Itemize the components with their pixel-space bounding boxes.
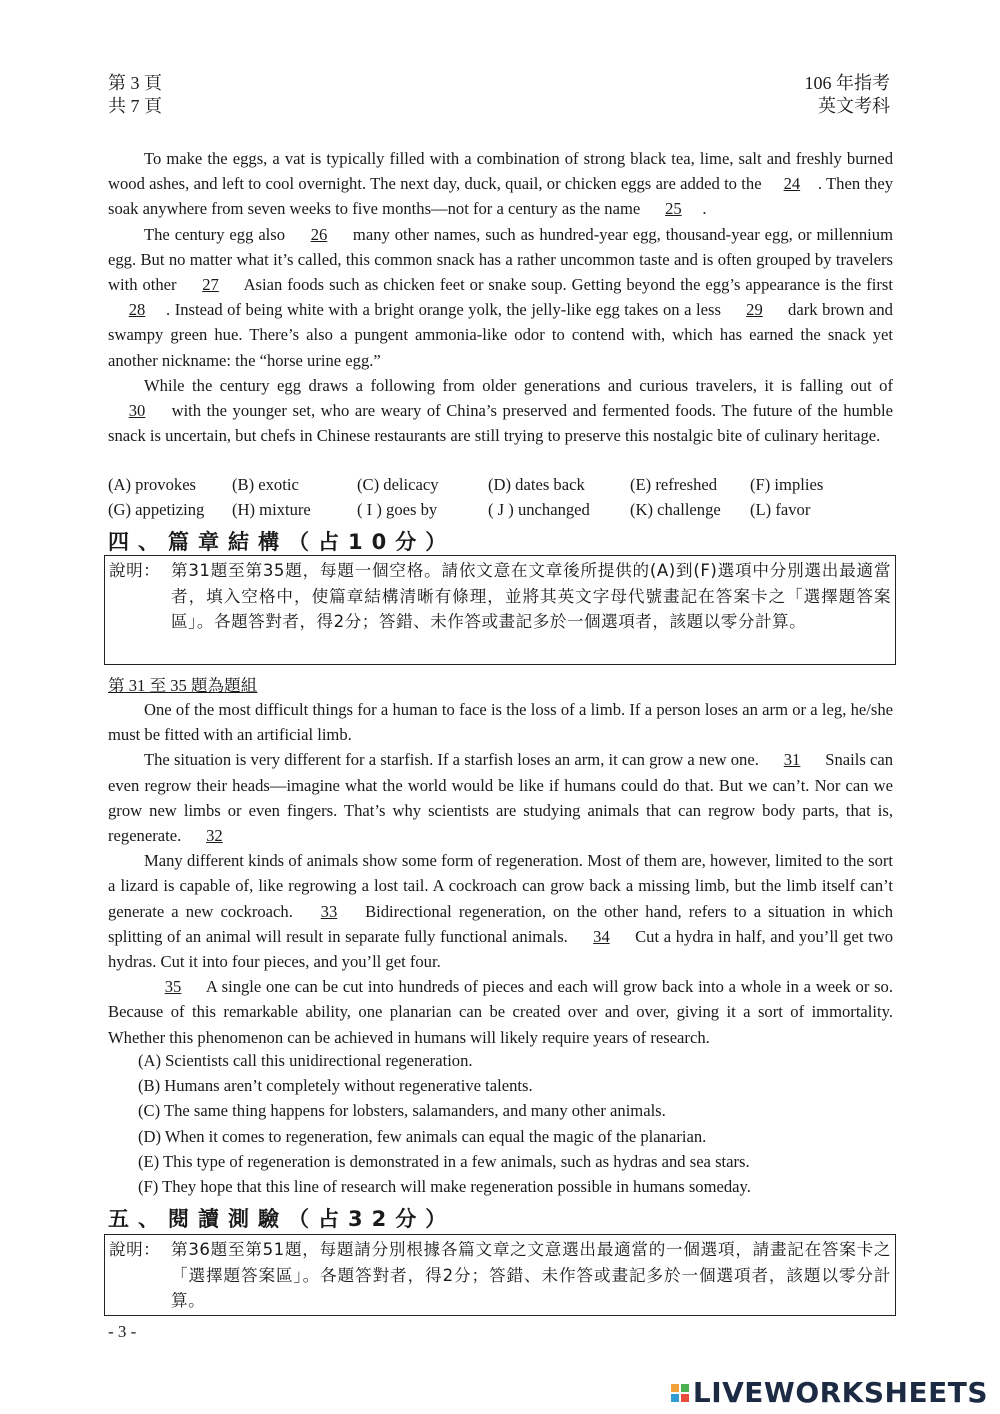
option-b: (B) exotic [232, 475, 299, 494]
blank-28[interactable]: 28 [128, 300, 146, 320]
choice-f: (F) They hope that this line of research will make regeneration possible in humans someday. [138, 1176, 751, 1196]
blank-24[interactable]: 24 [783, 174, 801, 194]
option-g: (G) appetizing [108, 500, 205, 519]
passage-paragraph: To make the eggs, a vat is typically filled with a combination of strong black tea, lime, salt and freshly burned wood ashes, and left to cool overnight. The next day, duck, quail, or chicken eggs are added to the 24 . Then they soak anywhere from seven weeks to five months—not for a century as the name 25 . [108, 146, 893, 222]
section-title-4: 四、篇章結構（占10分） [108, 530, 456, 554]
page-header-right [805, 72, 891, 118]
option-h: (H) mixture [232, 500, 311, 519]
passage-paragraph: One of the most difficult things for a human to face is the loss of a limb. If a person loses an arm or a leg, he/she must be fitted with an artificial limb. [108, 700, 893, 745]
choice-c: (C) The same thing happens for lobsters, salamanders, and many other animals. [138, 1101, 666, 1121]
blank-25[interactable]: 25 [665, 199, 682, 219]
choice-a: (A) Scientists call this unidirectional regeneration. [138, 1051, 473, 1070]
blank-26[interactable]: 26 [310, 224, 328, 244]
subject-label: 英文考科 [818, 96, 890, 116]
blank-34[interactable]: 34 [593, 926, 610, 946]
instructions-text: 第31題至第35題，每題一個空格。請依文意在文章後所提供的(A)到(F)選項中分別選出最適當者，填入空格中，使篇章結構清晰有條理，並將其英文字母代號畫記在答案卡之「選擇題答案區」。各題答對者，得2分；答錯、未作答或畫記多於一個選項者，該題以零分計算。 [171, 561, 891, 631]
blank-30[interactable]: 30 [128, 401, 146, 421]
passage-paragraph: The century egg also 26 many other names, such as hundred-year egg, thousand-year egg, or millennium egg. But no matter what it’s called, this common snack has a rather uncommon taste and is often grouped by travelers with other 27 Asian foods such as chicken feet or snake soup. Getting beyond the egg’s appearance is the first 28 . Instead of being white with a bright orange yolk, the jelly-like egg takes on a less 29 dark brown and swampy green hue. There’s also a pungent ammonia-like odor to contend with, which has earned the snack yet another nickname: the “horse urine egg.” [108, 222, 893, 373]
exam-title: 106 年指考 [804, 73, 890, 93]
option-k: (K) challenge [630, 500, 721, 519]
sentence-choices [138, 1048, 751, 1199]
passage-paragraph: The situation is very different for a starfish. If a starfish loses an arm, it can grow a new one. 31 Snails can even regrow their heads—imagine what the world would be like if humans could do that. But we can’t. Nor can we grow new limbs or even fingers. That’s why scientists are studying animals that can regrow body parts, that is, regenerate. 32 [108, 747, 893, 848]
logo-square [681, 1384, 689, 1392]
structure-passage [108, 697, 893, 1050]
passage-paragraph: 35 A single one can be cut into hundreds of pieces and each will grow back into a whole in a week or so. Because of this remarkable ability, one planarian can be created over and over, giving it a sort of immortality. Whether this phenomenon can be achieved in humans will likely require years of research. [108, 974, 893, 1050]
passage-paragraph: While the century egg draws a following from older generations and curious travelers, it is falling out of 30 with the younger set, who are weary of China’s preserved and fermented foods. The future of the humble snack is uncertain, but chefs in Chinese restaurants are still trying to preserve this nostalgic bite of culinary heritage. [108, 375, 893, 446]
option-e: (E) refreshed [630, 475, 718, 494]
section-title-5: 五、閱讀測驗（占32分） [108, 1207, 456, 1231]
question-group-label: 第 31 至 35 題為題組 [108, 676, 258, 695]
option-i: ( I ) goes by [357, 500, 438, 519]
option-l: (L) favor [750, 500, 811, 519]
blank-29[interactable]: 29 [746, 300, 763, 320]
instructions-label: 說明： [109, 561, 161, 580]
page-number: - 3 - [108, 1322, 137, 1341]
passage-paragraph: Many different kinds of animals show some form of regeneration. Most of them are, however, limited to the sort a lizard is capable of, like regrowing a lost tail. A cockroach can grow back a missing limb, but the limb itself can’t generate a new cockroach. 33 Bidirectional regeneration, on the other hand, refers to a situation in which splitting of an animal will result in separate fully functional animals. 34 Cut a hydra in half, and you’ll get two hydras. Cut it into four pieces, and you’ll get four. [108, 851, 893, 972]
brand-name: LIVEWORKSHEETS [692, 1376, 988, 1409]
logo-square [671, 1384, 679, 1392]
option-d: (D) dates back [488, 475, 585, 494]
choice-e: (E) This type of regeneration is demonstrated in a few animals, such as hydras and sea stars. [138, 1151, 750, 1171]
blank-33[interactable]: 33 [320, 901, 338, 921]
word-options [108, 472, 893, 522]
option-f: (F) implies [750, 475, 824, 494]
blank-35[interactable]: 35 [164, 977, 182, 997]
blank-31[interactable]: 31 [783, 750, 801, 770]
liveworksheets-icon [671, 1384, 689, 1402]
cloze-passage [108, 146, 893, 448]
instructions-label: 說明： [109, 1240, 161, 1259]
logo-square [671, 1394, 679, 1402]
logo-square [681, 1394, 689, 1402]
liveworksheets-logo[interactable] [671, 1376, 988, 1409]
page-label: 第 3 頁 [108, 73, 162, 93]
blank-27[interactable]: 27 [202, 275, 219, 295]
blank-32[interactable]: 32 [206, 826, 223, 846]
total-pages-label: 共 7 頁 [108, 96, 162, 116]
option-a: (A) provokes [108, 475, 197, 494]
choice-b: (B) Humans aren’t completely without regenerative talents. [138, 1076, 533, 1096]
instructions-box-4 [104, 555, 896, 665]
option-j: ( J ) unchanged [488, 500, 590, 519]
choice-d: (D) When it comes to regeneration, few animals can equal the magic of the planarian. [138, 1126, 707, 1146]
page-header-left [108, 72, 162, 118]
option-c: (C) delicacy [357, 475, 439, 494]
instructions-box-5 [104, 1234, 896, 1316]
instructions-text: 第36題至第51題，每題請分別根據各篇文章之文意選出最適當的一個選項，請畫記在答案卡之「選擇題答案區」。各題答對者，得2分；答錯、未作答或畫記多於一個選項者，該題以零分計算。 [171, 1240, 891, 1310]
